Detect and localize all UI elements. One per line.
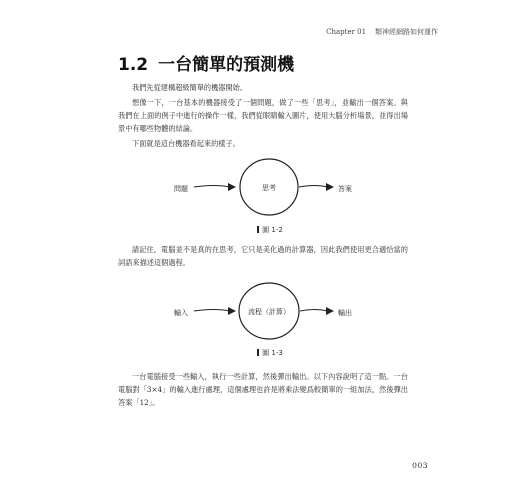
input-arrowhead <box>228 183 236 191</box>
input-arrow <box>194 186 230 188</box>
input-arrow <box>194 310 230 312</box>
caption-text: 圖 1-2 <box>262 226 283 234</box>
paragraph-intro: 我們先從建構超級簡單的機器開始。 <box>132 83 248 92</box>
output-arrowhead <box>326 183 334 191</box>
paragraph-computer-not-thinking: 請記住，電腦並不是真的在思考，它只是美化過的計算器，因此我們使用更合適恰當的詞語來描述這個過程。 <box>118 245 408 267</box>
section-heading: 一台簡單的預測機 <box>158 55 295 75</box>
thinking-label: 思考 <box>262 184 276 192</box>
section-title <box>118 50 294 75</box>
page-number: 003 <box>412 461 428 470</box>
caption-marker <box>257 349 259 356</box>
input-arrowhead <box>228 307 236 315</box>
figure-1-2 <box>170 156 370 235</box>
chapter-title: 類神經網路如何運作 <box>375 28 438 36</box>
paragraph-computer-process: 一台電腦接受一些輸入，執行一些計算，然後彈出輸出。以下內容說明了這一點。一台電腦對「3×4」的輸入進行處理，這個處理也許是將乘法變爲較簡單的一組加法，然後彈出答案「12」。 <box>118 372 408 407</box>
question-label: 問題 <box>174 185 188 193</box>
output-label: 輸出 <box>338 309 352 317</box>
output-arrowhead <box>326 307 334 315</box>
running-header <box>326 27 438 37</box>
figure-caption <box>170 348 370 358</box>
output-arrow <box>299 186 328 188</box>
paragraph-machine-look: 下面就是這台機器看起來的樣子。 <box>132 139 240 148</box>
process-label: 流程（計算） <box>248 308 290 316</box>
paragraph-imagine: 想像一下，一台基本的機器接受了一個問題，做了一些「思考」，並輸出一個答案。與我們在上面的例子中進行的操作一樣，我們從眼睛輸入圖片，使用大腦分析場景，並得出場景中有哪些物體的結論。 <box>118 98 408 133</box>
caption-marker <box>257 226 259 233</box>
thinking-machine-diagram <box>170 156 370 221</box>
answer-label: 答案 <box>338 185 352 193</box>
caption-text: 圖 1-3 <box>262 349 283 357</box>
output-arrow <box>300 310 328 312</box>
figure-caption <box>170 225 370 235</box>
chapter-number: Chapter 01 <box>326 28 367 36</box>
compute-machine-diagram <box>170 282 370 344</box>
figure-1-3 <box>170 282 370 358</box>
input-label: 輸入 <box>174 309 188 317</box>
section-number: 1.2 <box>118 55 149 75</box>
